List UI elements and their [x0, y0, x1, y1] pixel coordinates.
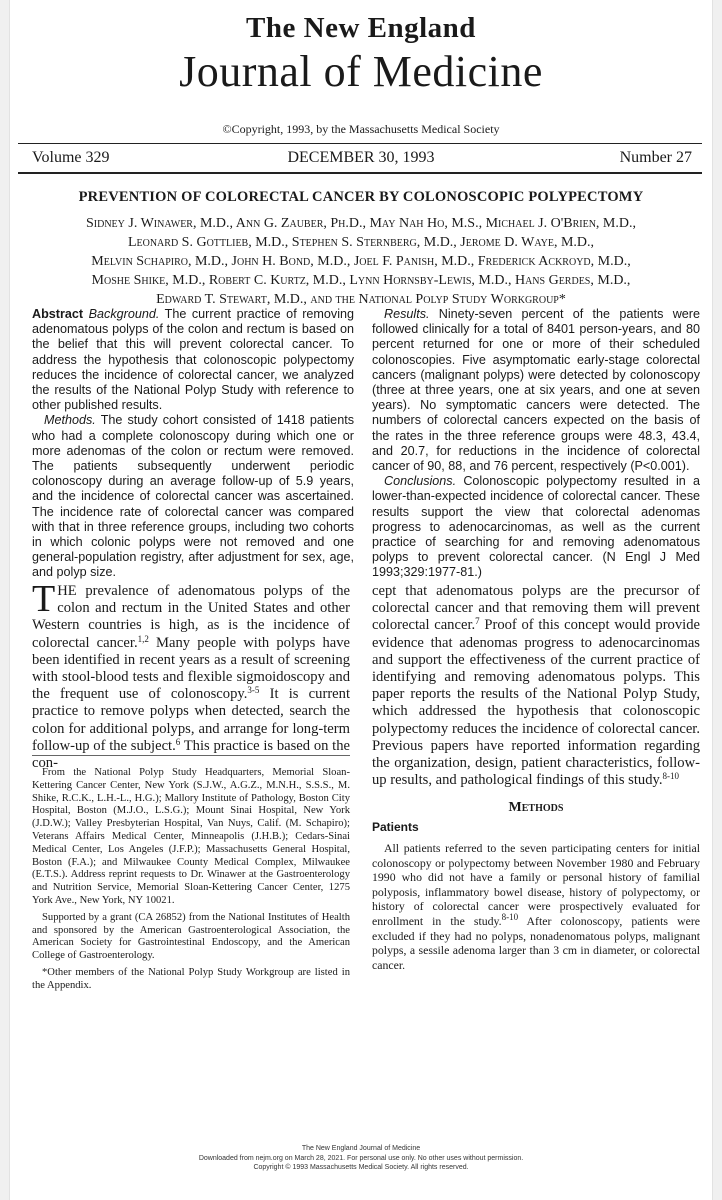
intro-text: HE prevalence of adenomatous polyps of the colon and rectum in the United States and other Western countries is high, as is the incidence of colorectal cancer. [32, 583, 350, 651]
patients-text: All patients referred to the seven participating centers for initial colonoscopy or polypectomy between November 1980 and February 1990 who did not have a family or personal history of familial polyposis, inflammatory bowel disease, history of polypectomy, or history of colorectal cancer were prospectively evaluated for enrollment in the study. [372, 841, 700, 928]
author-line: Sidney J. Winawer, M.D., Ann G. Zauber, Ph.D., May Nah Ho, M.S., Michael J. O'Brien, M.D., [85, 216, 636, 231]
author-list [40, 214, 682, 309]
results-text: Ninety-seven percent of the patients were followed clinically for a total of 8401 person-years, and 80 percent returned for one or more of their scheduled colonoscopies. Five asymptomatic early-stage colorectal cancers (malignant polyps) were detected by colonoscopy (three at three years, one at six years, and one at seven years). No symptomatic cancers were detected. The numbers of colorectal cancers expected on the basis of the rates in the three reference groups were 48.3, 43.4, and 20.7, for reductions in the incidence of colorectal cancer of 90, 88, and 76 percent, respectively (P<0.001). [372, 307, 700, 474]
footnote-affiliations: From the National Polyp Study Headquarters, Memorial Sloan-Kettering Cancer Center, New York (S.J.W., A.G.Z., M.N.H., S.S.S., M. Shike, R.C.K., L.H.-L., H.G.); Mallory Institute of Pathology, Boston City Hospital, Boston (M.J.O., L.S.G.); Mount Sinai Hospital, New York (J.D.W.); Valley Presbyterian Hospital, Van Nuys, Calif. (M. Schapiro); Veterans Affairs Medical Center, Minneapolis (J.H.B.); Cedars-Sinai Medical Center, Los Angeles (J.F.P.); Massachusetts General Hospital, Boston (F.A.); and Milwaukee County Medical Complex, Milwaukee (E.T.S.). Address reprint requests to Dr. Winawer at the Gastroenterology and Nutrition Service, Memorial Sloan-Kettering Cancer Center, 1275 York Ave., New York, NY 10021. [32, 767, 350, 906]
body-right-column [372, 583, 700, 789]
footnote-workgroup: *Other members of the National Polyp Study Workgroup are listed in the Appendix. [32, 966, 350, 991]
issue-date: DECEMBER 30, 1993 [287, 149, 435, 166]
intro-text: This practice is based on the con- [32, 737, 350, 772]
abstract-right-column [372, 307, 700, 581]
volume-label: Volume 329 [32, 149, 110, 166]
section-heading-methods: Methods [508, 800, 564, 815]
body-left-column [32, 578, 351, 772]
top-rule [18, 143, 702, 144]
reference-superscript: 6 [175, 736, 181, 747]
footnote-support: Supported by a grant (CA 26852) from the National Institutes of Health and sponsored by the American Gastroenterological Association, the American Society for Gastrointestinal Endoscopy, and the American College of Gastroenterology. [32, 911, 350, 962]
journal-page [10, 0, 712, 1200]
intro-paragraph [32, 578, 351, 772]
subsection-heading-patients: Patients [372, 820, 419, 834]
methods-text: The study cohort consisted of 1418 patients who had a complete colonoscopy during which one or more adenomas of the colon or rectum were removed. The patients subsequently underwent periodic colonoscopy during an average follow-up of 5.9 years, and the incidence of colorectal cancer was ascertained. The incidence rate of colorectal cancer was compared with that in three reference groups, including two cohorts in which colonic polyps were not removed and one general-population registry, after adjustment for sex, age, and polyp size. [32, 413, 354, 580]
reference-superscript: 3-5 [247, 685, 260, 696]
conclusions-label: Conclusions. [384, 474, 457, 489]
methods-label: Methods. [44, 413, 96, 428]
intro-text: Many people with polyps have been identified in recent years as a result of screening with stool-blood tests and flexible sigmoidoscopy and the frequent use of colonoscopy. [32, 634, 350, 703]
article-title: PREVENTION OF COLORECTAL CANCER BY COLONOSCOPIC POLYPECTOMY [78, 189, 644, 205]
reference-superscript: 7 [475, 616, 480, 627]
reference-superscript: 1,2 [137, 633, 149, 644]
intro-paragraph-continued [372, 583, 700, 789]
intro-text: It is current practice to remove polyps when detected, search the colon for additional polyps, and arrange for long-term follow-up of the subject. [32, 686, 351, 754]
author-line: Leonard S. Gottlieb, M.D., Stephen S. Sternberg, M.D., Jerome D. Waye, M.D., [127, 235, 595, 250]
footer-download-notice: Downloaded from nejm.org on March 28, 2021. For personal use only. No other uses without permission. [198, 1154, 524, 1162]
footer-journal: The New England Journal of Medicine [301, 1145, 421, 1152]
background-label: Background. [88, 307, 160, 321]
footnotes [32, 767, 350, 997]
abstract-methods [32, 413, 354, 580]
conclusions-text: Colonoscopic polypectomy resulted in a lower-than-expected incidence of colorectal cancer. These results support the view that colorectal adenomas progress to adenocarcinomas, as well as the current practice of searching for and removing adenomatous polyps to prevent colorectal cancer. (N Engl J Med 1993;329:1977-81.) [372, 474, 700, 580]
background-text: The current practice of removing adenomatous polyps of the colon and rectum is based on the belief that this will prevent colorectal cancer. To address the hypothesis that colonoscopic polypectomy reduces the incidence of colorectal cancer, we analyzed the results of the National Polyp Study with reference to other published results. [32, 307, 355, 413]
page-footer [10, 1144, 712, 1173]
abstract-left-column [32, 307, 354, 581]
abstract-results [372, 307, 700, 474]
patients-text: After colonoscopy, patients were excluded if they had no polyps, nonadenomatous polyps, malignant polyps, a sessile adenoma larger than 3 cm in diameter, or colorectal cancer. [372, 913, 700, 972]
author-line: Melvin Schapiro, M.D., John H. Bond, M.D., Joel F. Panish, M.D., Frederick Ackroyd, M.D., [91, 254, 631, 269]
abstract-conclusions [372, 474, 700, 580]
intro-text: Proof of this concept would provide evidence that adenomas progress to adenocarcinomas and support the effectiveness of the current practice of identifying and removing adenomatous polyps. This paper reports the results of the National Polyp Study, which addressed the hypothesis that colonoscopic polypectomy reduces the incidence of colorectal cancer. Previous papers have reported information regarding the organization, design, patient characteristics, follow-up results, and pathological findings of this study. [372, 617, 700, 789]
abstract-background [32, 307, 354, 413]
copyright-line: ©Copyright, 1993, by the Massachusetts Medical Society [222, 122, 500, 136]
author-line: Edward T. Stewart, M.D., and the National Polyp Study Workgroup* [156, 292, 566, 307]
abstract-label: Abstract [32, 307, 84, 321]
drop-cap: T [32, 578, 56, 620]
author-line: Moshe Shike, M.D., Robert C. Kurtz, M.D., Lynn Hornsby-Lewis, M.D., Hans Gerdes, M.D., [91, 273, 631, 288]
reference-superscript: 8-10 [662, 771, 679, 782]
footer-copyright: Copyright © 1993 Massachusetts Medical Society. All rights reserved. [253, 1164, 469, 1171]
footnote-rule [32, 755, 350, 756]
journal-masthead-line1: The New England [246, 12, 476, 44]
journal-masthead-title: Journal of Medicine [179, 47, 543, 96]
intro-text: cept that adenomatous polyps are the precursor of colorectal cancer and that removing them will prevent colorectal cancer. [372, 583, 700, 634]
issue-number: Number 27 [619, 149, 692, 166]
results-label: Results. [384, 307, 430, 321]
patients-paragraph [372, 841, 700, 972]
issue-rule [18, 172, 702, 174]
reference-superscript: 8-10 [501, 911, 519, 922]
